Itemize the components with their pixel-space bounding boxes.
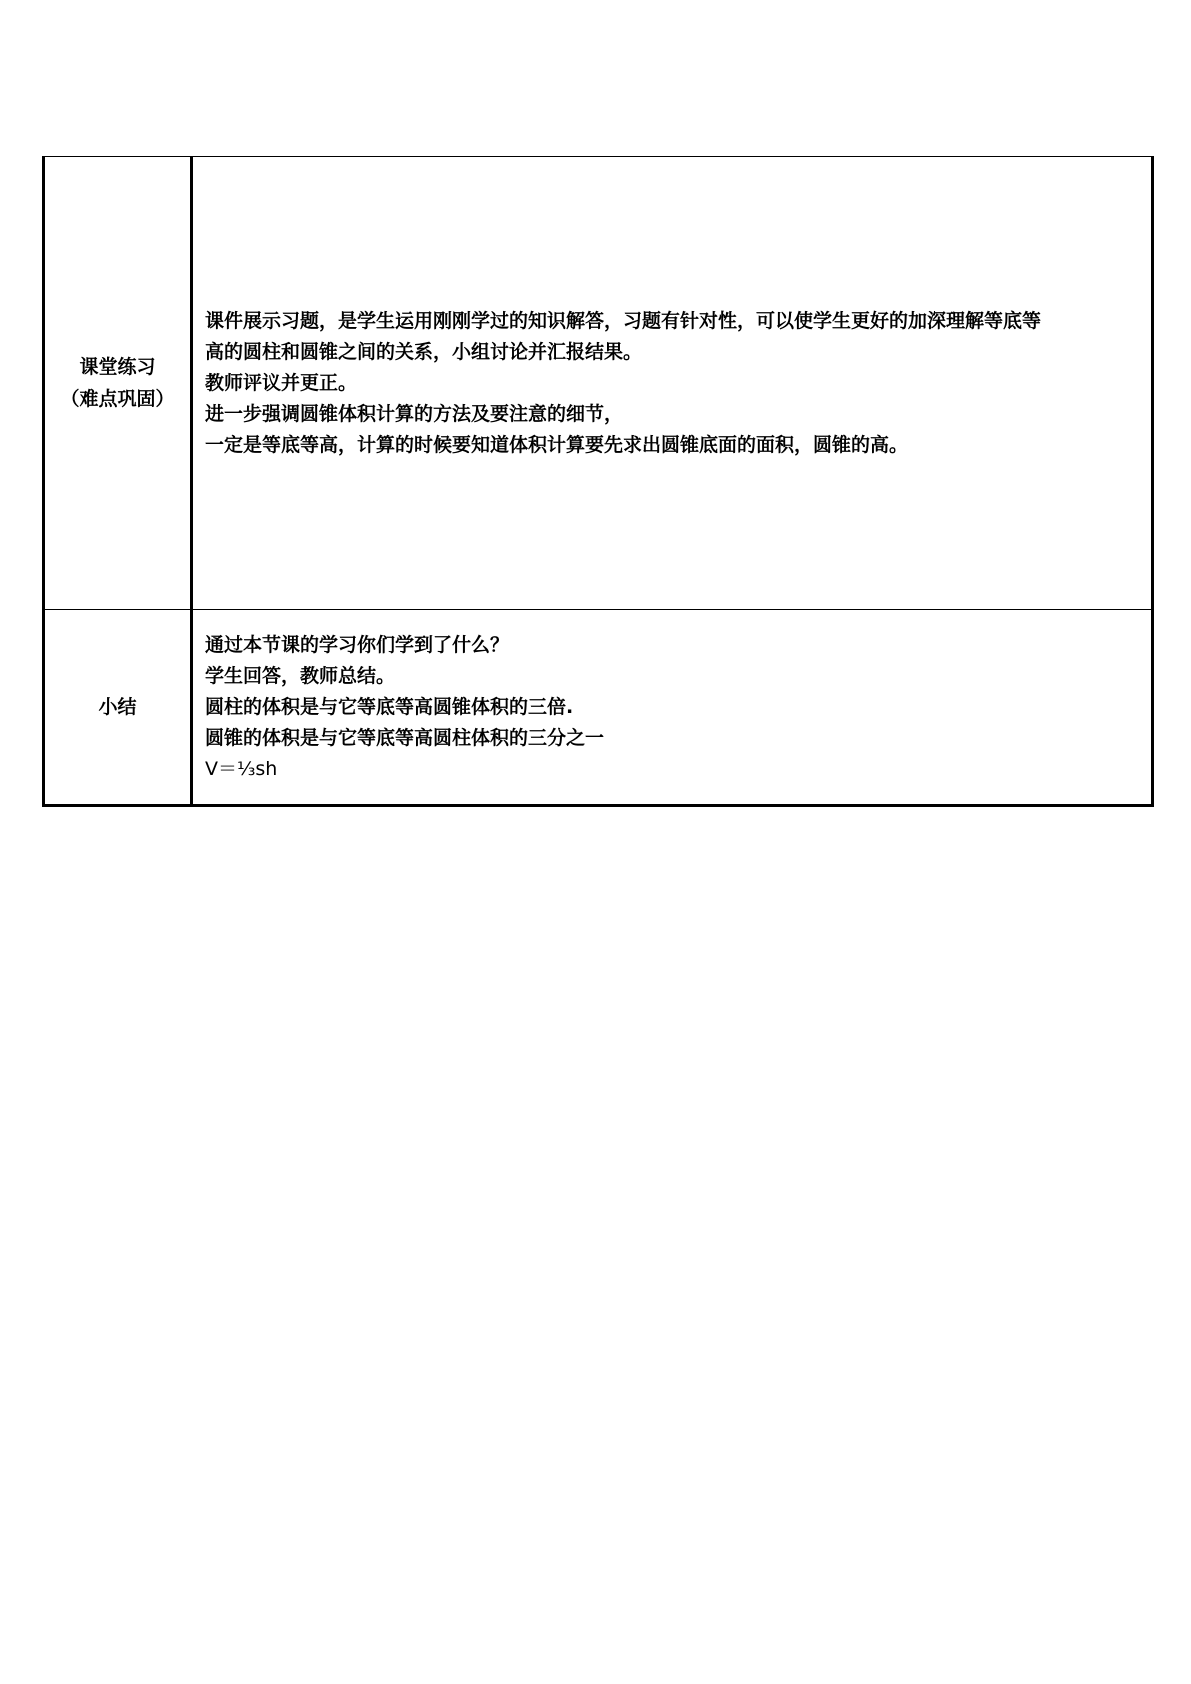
row-label-line: （难点巩固）	[60, 388, 175, 410]
content-line: 一定是等底等高，计算的时候要知道体积计算要先求出圆锥底面的面积，圆锥的高。	[205, 433, 909, 456]
volume-formula: V＝⅓sh	[205, 757, 278, 780]
table-row-summary	[44, 610, 1153, 806]
content-line: 圆柱的体积是与它等底等高圆锥体积的三倍.	[205, 695, 574, 718]
row-label-line: 小结	[98, 696, 137, 718]
row-content-classroom-practice	[192, 157, 1153, 610]
content-line: 教师评议并更正。	[205, 371, 358, 394]
content-line: 学生回答，教师总结。	[205, 664, 396, 687]
table-row-classroom-practice	[44, 157, 1153, 610]
content-line: 圆锥的体积是与它等底等高圆柱体积的三分之一	[205, 726, 605, 749]
content-line: 课件展示习题，是学生运用刚刚学过的知识解答，习题有针对性，可以使学生更好的加深理解等底等	[205, 309, 1042, 332]
content-line: 高的圆柱和圆锥之间的关系，小组讨论并汇报结果。	[205, 340, 643, 363]
lesson-plan-table	[42, 156, 1154, 807]
content-line: 通过本节课的学习你们学到了什么？	[205, 633, 510, 656]
row-content-summary	[192, 610, 1153, 806]
row-label-line: 课堂练习	[79, 356, 156, 378]
content-line: 进一步强调圆锥体积计算的方法及要注意的细节，	[205, 402, 624, 425]
row-label-classroom-practice	[44, 157, 192, 610]
row-label-summary	[44, 610, 192, 806]
